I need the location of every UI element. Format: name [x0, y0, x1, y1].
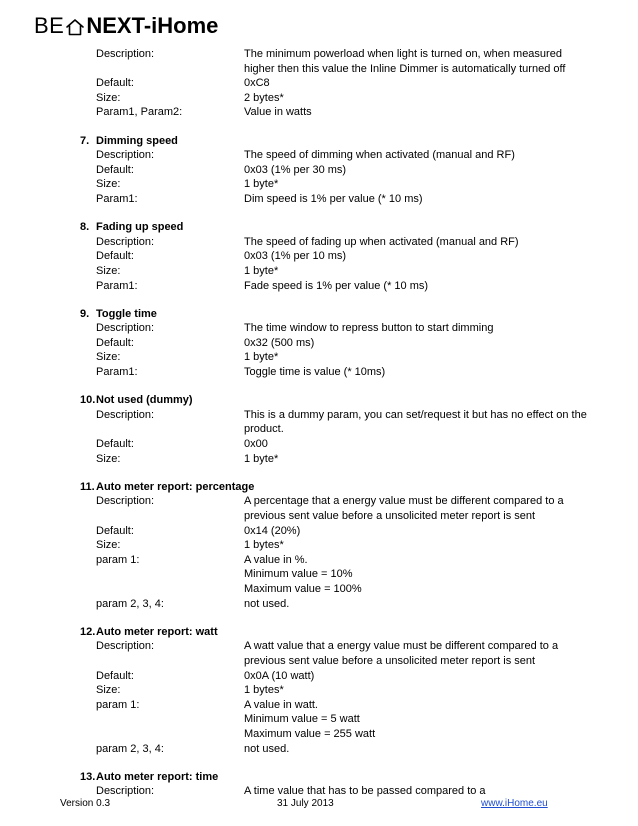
param-value: product.: [244, 423, 284, 436]
param-row: [0, 567, 638, 582]
section-number: 8.: [80, 221, 90, 234]
param-label: Default:: [96, 250, 134, 263]
param-value: Dim speed is 1% per value (* 10 ms): [244, 192, 423, 205]
param-value: not used.: [244, 742, 290, 755]
section-number: 11.: [80, 480, 95, 493]
section-spacer: [0, 380, 638, 394]
param-row: [0, 712, 638, 727]
param-value: 1 byte*: [244, 452, 279, 465]
param-row: [0, 509, 638, 524]
param-value: 1 bytes*: [244, 539, 284, 552]
footer-version: Version 0.3: [60, 798, 111, 809]
param-value: 0x32 (500 ms): [244, 336, 315, 349]
param-row: [0, 683, 638, 698]
param-value: 0x03 (1% per 30 ms): [244, 163, 347, 176]
param-label: Default:: [96, 77, 134, 90]
param-row: [0, 47, 638, 62]
param-row: [0, 654, 638, 669]
param-label: Param1:: [96, 366, 138, 379]
param-row: [0, 452, 638, 467]
param-label: Default:: [96, 163, 134, 176]
param-label: param 2, 3, 4:: [96, 742, 164, 755]
section-number: 12.: [80, 625, 96, 638]
param-value: Minimum value = 5 watt: [244, 713, 360, 726]
param-row: [0, 279, 638, 294]
param-row: [0, 494, 638, 509]
document-body: [0, 47, 638, 799]
param-label: Default:: [96, 336, 134, 349]
param-value: 1 byte*: [244, 264, 279, 277]
param-value: The time window to repress button to start dimming: [244, 322, 494, 335]
param-value: A percentage that a energy value must be different compared to a: [244, 495, 564, 508]
section-spacer: [0, 120, 638, 134]
param-value: previous sent value before a unsolicited meter report is sent: [244, 654, 536, 667]
section-number: 13.: [80, 770, 96, 783]
param-row: [0, 742, 638, 757]
param-label: Param1:: [96, 279, 138, 292]
param-row: [0, 553, 638, 568]
param-label: Size:: [96, 178, 121, 191]
section-number: 10.: [80, 394, 96, 407]
param-label: param 1:: [96, 698, 140, 711]
param-label: Description:: [96, 48, 155, 60]
section-spacer: [0, 293, 638, 307]
param-value: 1 byte*: [244, 178, 279, 191]
param-row: [0, 249, 638, 264]
param-label: Description:: [96, 235, 155, 248]
param-label: Size:: [96, 539, 121, 552]
section-heading: [0, 134, 638, 149]
param-row: [0, 148, 638, 163]
param-value: The speed of dimming when activated (manual and RF): [244, 149, 515, 162]
param-row: [0, 163, 638, 178]
param-row: [0, 597, 638, 612]
logo-next-ihome-text: NEXT-iHome: [86, 13, 219, 38]
logo-be-text: BE: [34, 13, 65, 38]
param-row: [0, 336, 638, 351]
section-heading: [0, 480, 638, 495]
param-row: [0, 365, 638, 380]
param-value: A value in %.: [244, 553, 308, 566]
param-row: [0, 582, 638, 597]
section-spacer: [0, 611, 638, 625]
param-label: Param1, Param2:: [96, 106, 183, 119]
param-label: Size:: [96, 452, 121, 465]
param-row: [0, 639, 638, 654]
param-value: Minimum value = 10%: [244, 568, 353, 581]
param-value: 1 bytes*: [244, 684, 284, 697]
section-heading: [0, 220, 638, 235]
param-label: Description:: [96, 408, 155, 421]
param-label: param 2, 3, 4:: [96, 597, 164, 610]
section-title: Auto meter report: percentage: [96, 480, 255, 493]
param-value: higher then this value the Inline Dimmer is automatically turned off: [244, 62, 566, 75]
param-row: [0, 91, 638, 106]
param-value: 1 byte*: [244, 351, 279, 364]
section-title: Toggle time: [96, 307, 157, 320]
section-title: Auto meter report: watt: [96, 625, 218, 638]
param-label: Size:: [96, 351, 121, 364]
section-spacer: [0, 207, 638, 221]
param-row: [0, 524, 638, 539]
param-value: Value in watts: [244, 106, 312, 119]
param-value: previous sent value before a unsolicited meter report is sent: [244, 510, 536, 522]
section-heading: [0, 770, 638, 785]
footer-date: 31 July 2013: [277, 798, 334, 809]
param-label: Size:: [96, 91, 121, 104]
param-label: Default:: [96, 438, 134, 451]
param-value: 0x03 (1% per 10 ms): [244, 250, 347, 263]
param-row: [0, 422, 638, 437]
param-label: Size:: [96, 264, 121, 277]
param-value: not used.: [244, 597, 290, 610]
section-title: Auto meter report: time: [96, 770, 219, 783]
param-label: param 1:: [96, 553, 140, 566]
footer-website-link[interactable]: www.iHome.eu: [481, 798, 548, 809]
section-title: Fading up speed: [96, 221, 184, 234]
param-row: [0, 105, 638, 120]
section-title: Not used (dummy): [96, 394, 193, 407]
param-value: The minimum powerload when light is turned on, when measured: [244, 48, 562, 60]
param-label: Size:: [96, 684, 121, 697]
param-value: 2 bytes*: [244, 91, 284, 104]
param-value: 0xC8: [244, 77, 270, 90]
section-spacer: [0, 756, 638, 770]
param-value: This is a dummy param, you can set/request it but has no effect on the: [244, 408, 587, 421]
param-label: Param1:: [96, 192, 138, 205]
page-footer: [0, 797, 638, 811]
param-row: [0, 408, 638, 423]
param-row: [0, 177, 638, 192]
param-value: 0x14 (20%): [244, 524, 301, 537]
section-spacer: [0, 466, 638, 480]
param-value: A watt value that a energy value must be different compared to a: [244, 640, 559, 653]
house-icon: [65, 17, 85, 37]
param-label: Default:: [96, 524, 134, 537]
param-label: Description:: [96, 495, 155, 508]
param-label: Description:: [96, 785, 155, 798]
param-row: [0, 76, 638, 91]
param-row: [0, 192, 638, 207]
param-value: 0x0A (10 watt): [244, 669, 315, 682]
param-row: [0, 321, 638, 336]
section-title: Dimming speed: [96, 134, 178, 147]
param-row: [0, 538, 638, 553]
param-row: [0, 235, 638, 250]
section-number: 9.: [80, 307, 90, 320]
param-value: Maximum value = 100%: [244, 582, 362, 595]
param-row: [0, 264, 638, 279]
brand-logo: [34, 14, 218, 38]
param-value: A time value that has to be passed compared to a: [244, 785, 486, 798]
param-row: [0, 350, 638, 365]
param-row: [0, 669, 638, 684]
section-heading: [0, 307, 638, 322]
param-value: 0x00: [244, 438, 268, 451]
param-value: Toggle time is value (* 10ms): [244, 366, 386, 379]
param-value: The speed of fading up when activated (manual and RF): [244, 235, 519, 248]
param-value: Fade speed is 1% per value (* 10 ms): [244, 279, 429, 292]
param-value: A value in watt.: [244, 698, 318, 711]
param-label: Default:: [96, 669, 134, 682]
param-row: [0, 62, 638, 77]
param-label: Description:: [96, 322, 155, 335]
param-value: Maximum value = 255 watt: [244, 727, 376, 740]
param-row: [0, 727, 638, 742]
section-heading: [0, 393, 638, 408]
section-heading: [0, 625, 638, 640]
section-number: 7.: [80, 134, 90, 147]
param-label: Description:: [96, 149, 155, 162]
param-row: [0, 437, 638, 452]
param-row: [0, 698, 638, 713]
param-label: Description:: [96, 640, 155, 653]
